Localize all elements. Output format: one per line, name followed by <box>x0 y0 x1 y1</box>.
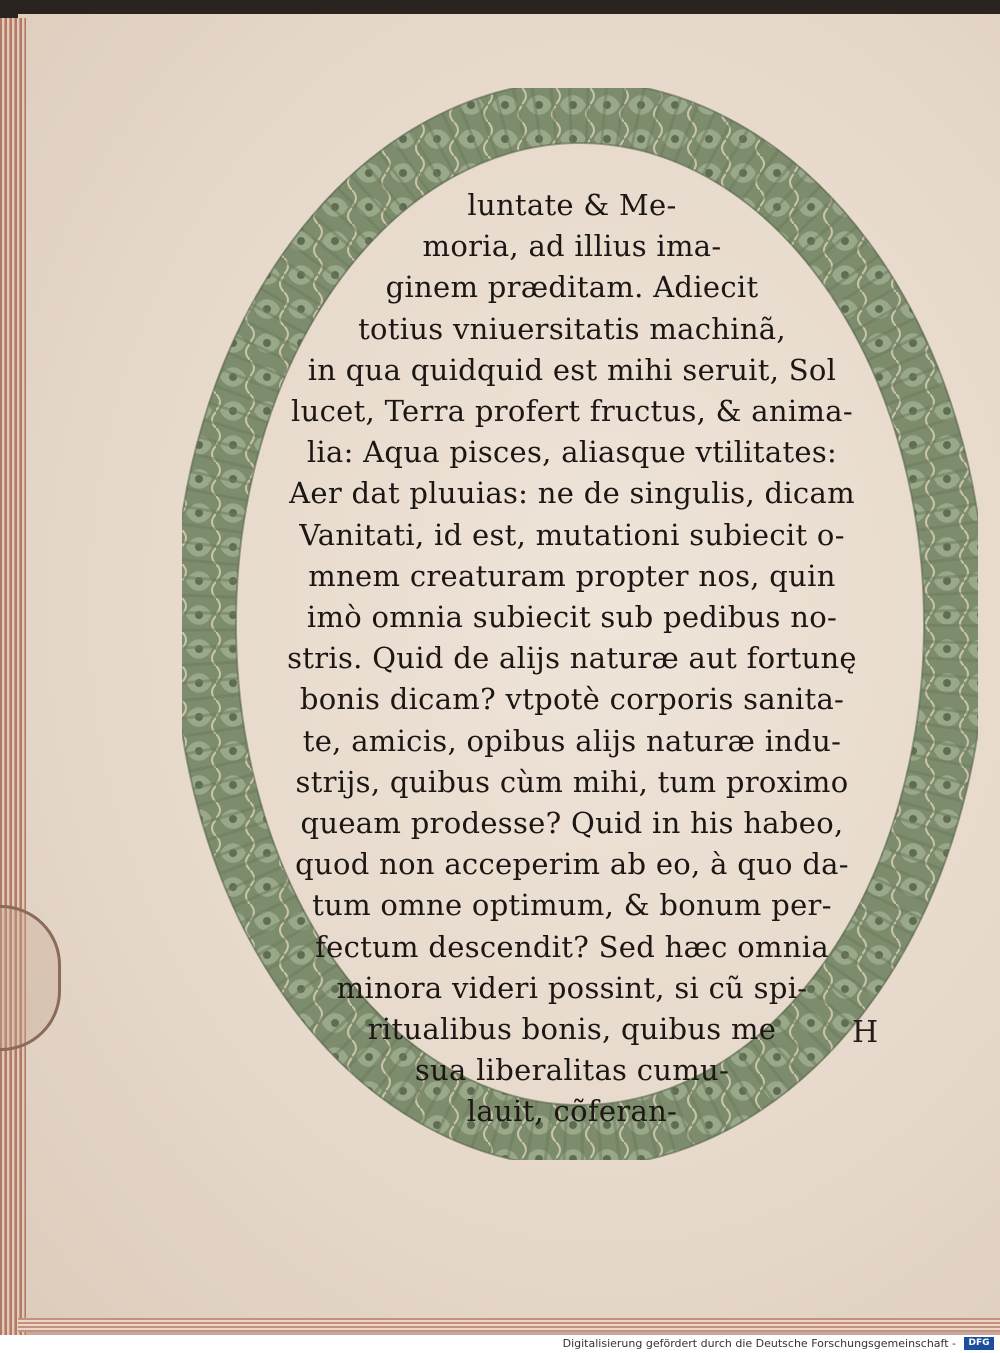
text-line: te, amicis, opibus alijs naturæ indu- <box>302 723 842 758</box>
page-edges-left <box>0 18 26 1336</box>
text-line: queam prodesse? Quid in his habeo, <box>300 806 844 841</box>
text-line: fectum descendit? Sed hæc omnia <box>315 929 829 964</box>
text-line: Aer dat pluuias: ne de singulis, dicam <box>289 476 855 511</box>
text-line: minora videri possint, si cũ spi- <box>336 970 808 1005</box>
text-line: in qua quidquid est mihi seruit, Sol <box>307 352 837 387</box>
text-line: bonis dicam? vtpotè corporis sanita- <box>299 682 845 717</box>
text-line: Vanitati, id est, mutationi subiecit o- <box>299 517 845 552</box>
digitization-footer <box>0 1335 1000 1353</box>
text-line: lia: Aqua pisces, aliasque vtilitates: <box>306 435 838 470</box>
text-line: moria, ad illius ima- <box>422 229 722 264</box>
text-line: quod non acceperim ab eo, à quo da- <box>295 847 849 882</box>
text-line: strijs, quibus cùm mihi, tum proximo <box>295 764 849 799</box>
text-line: lucet, Terra profert fructus, & anima- <box>291 394 853 429</box>
text-line: tum omne optimum, & bonum per- <box>312 888 832 923</box>
text-line: imò omnia subiecit sub pedibus no- <box>306 600 838 635</box>
text-line: sua liberalitas cumu- <box>414 1053 730 1088</box>
catchword: H <box>852 1015 879 1050</box>
dfg-logo[interactable]: DFG <box>964 1337 994 1350</box>
text-line: stris. Quid de alijs naturæ aut fortunę <box>287 641 857 676</box>
text-line: luntate & Me- <box>467 188 677 222</box>
text-line: ginem præditam. Adiecit <box>385 270 759 305</box>
page-edges-bottom <box>18 1318 1000 1332</box>
text-line: ritualibus bonis, quibus me <box>367 1012 777 1047</box>
footer-credit: Digitalisierung gefördert durch die Deutsche Forschungsgemeinschaft - <box>562 1337 956 1350</box>
text-line: lauit, cõferan- <box>466 1094 678 1129</box>
text-line: mnem creaturam propter nos, quin <box>308 558 836 593</box>
page-text <box>262 185 882 1133</box>
text-line: totius vniuersitatis machinã, <box>358 311 786 346</box>
